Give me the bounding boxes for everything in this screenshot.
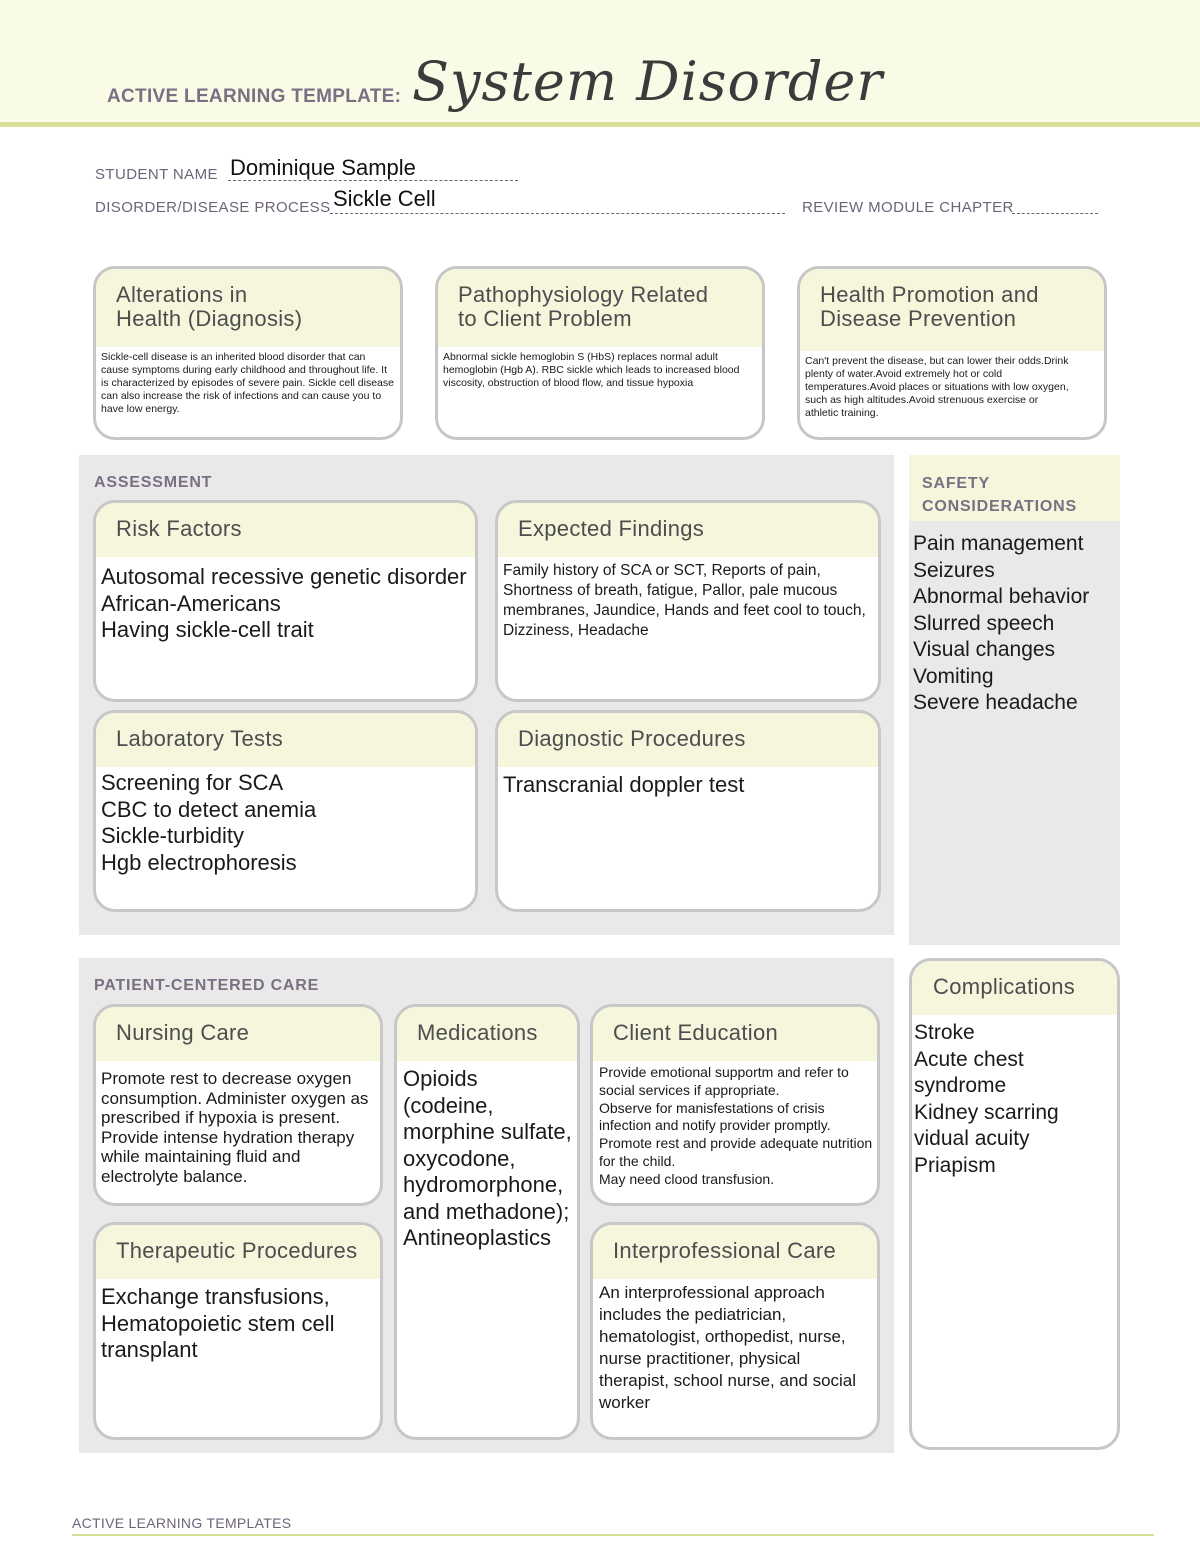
diagnostic-procedures-text[interactable]: Transcranial doppler test (503, 772, 745, 797)
student-name-line (228, 180, 518, 181)
expected-findings-box (495, 500, 881, 702)
alterations-text[interactable]: Sickle-cell disease is an inherited blood disorder that can cause symptoms during early childhood and throughout life. It is characterized by episodes of severe pain. Sickle cell disease can also increase the risk of infections and can cause you to have low energy. (101, 351, 394, 415)
therapeutic-procedures-title: Therapeutic Procedures (96, 1225, 380, 1279)
module-chapter-label: REVIEW MODULE CHAPTER (802, 199, 1014, 216)
risk-factors-box (93, 500, 478, 702)
module-chapter-line[interactable] (1012, 213, 1098, 214)
expected-findings-text[interactable]: Family history of SCA or SCT, Reports of pain, Shortness of breath, fatigue, Pallor, pale mucous membranes, Jaundice, Hands and feet cool to touch, Dizziness, Headache (503, 562, 866, 639)
client-education-box (590, 1004, 880, 1206)
safety-label: SAFETY CONSIDERATIONS (922, 475, 1077, 515)
laboratory-tests-title: Laboratory Tests (96, 713, 475, 767)
therapeutic-procedures-box (93, 1222, 383, 1440)
template-title: System Disorder (412, 50, 884, 113)
student-name-label: STUDENT NAME (95, 166, 218, 183)
nursing-care-text[interactable]: Promote rest to decrease oxygen consumption. Administer oxygen as prescribed if hypoxia is present. Provide intense hydration therapy while maintaining fluid and electrolyte balance. (101, 1069, 369, 1186)
client-education-title: Client Education (593, 1007, 877, 1061)
student-name-value[interactable]: Dominique Sample (230, 155, 416, 180)
laboratory-tests-text[interactable]: Screening for SCA CBC to detect anemia Sickle-turbidity Hgb electrophoresis (101, 770, 317, 875)
interprofessional-care-box (590, 1222, 880, 1440)
alterations-box (93, 266, 403, 440)
footer-text: ACTIVE LEARNING TEMPLATES (72, 1515, 292, 1531)
disorder-line (330, 213, 785, 214)
client-education-text[interactable]: Provide emotional supportm and refer to social services if appropriate. Observe for manisfestations of crisis infection and notify provider promptly. Promote rest and provide adequate nutrition for the child. May need clood transfusion. (599, 1064, 873, 1187)
template-label: ACTIVE LEARNING TEMPLATE: (107, 86, 402, 107)
alterations-title: Alterations in Health (Diagnosis) (96, 269, 400, 347)
patient-care-label: PATIENT-CENTERED CARE (94, 977, 320, 994)
complications-title: Complications (912, 961, 1117, 1015)
health-promotion-text[interactable]: Can't prevent the disease, but can lower their odds.Drink plenty of water.Avoid extremely hot or cold temperatures.Avoid places or situations with low oxygen, such as high altitudes.Avoid strenuous exercise or athletic training. (805, 355, 1069, 419)
nursing-care-box (93, 1004, 383, 1206)
nursing-care-title: Nursing Care (96, 1007, 380, 1061)
pathophysiology-box (435, 266, 765, 440)
pathophysiology-title: Pathophysiology Related to Client Problem (438, 269, 762, 347)
footer-line (72, 1534, 1154, 1536)
complications-box (909, 958, 1120, 1450)
diagnostic-procedures-title: Diagnostic Procedures (498, 713, 878, 767)
interprofessional-care-text[interactable]: An interprofessional approach includes the pediatrician, hematologist, orthopedist, nurse, nurse practitioner, physical therapist, school nurse, and social worker (599, 1283, 857, 1412)
risk-factors-title: Risk Factors (96, 503, 475, 557)
laboratory-tests-box (93, 710, 478, 912)
medications-text[interactable]: Opioids (codeine, morphine sulfate, oxycodone, hydromorphone, and methadone); Antineoplastics (403, 1066, 572, 1250)
therapeutic-procedures-text[interactable]: Exchange transfusions, Hematopoietic stem cell transplant (101, 1284, 335, 1362)
interprofessional-care-title: Interprofessional Care (593, 1225, 877, 1279)
header-divider (0, 122, 1200, 127)
pathophysiology-text[interactable]: Abnormal sickle hemoglobin S (HbS) replaces normal adult hemoglobin (Hgb A). RBC sickle which leads to increased blood viscosity, obstruction of blood flow, and tissue hypoxia (443, 351, 740, 389)
diagnostic-procedures-box (495, 710, 881, 912)
disorder-label: DISORDER/DISEASE PROCESS (95, 199, 331, 216)
health-promotion-title: Health Promotion and Disease Prevention (800, 269, 1104, 351)
assessment-label: ASSESSMENT (94, 474, 213, 491)
medications-box (394, 1004, 580, 1440)
health-promotion-box (797, 266, 1107, 440)
safety-list[interactable]: Pain management Seizures Abnormal behavior Slurred speech Visual changes Vomiting Severe headache (913, 532, 1090, 714)
complications-text[interactable]: Stroke Acute chest syndrome Kidney scarring vidual acuity Priapism (914, 1021, 1059, 1177)
risk-factors-text[interactable]: Autosomal recessive genetic disorder African-Americans Having sickle-cell trait (101, 564, 467, 642)
expected-findings-title: Expected Findings (498, 503, 878, 557)
disorder-value[interactable]: Sickle Cell (333, 186, 436, 211)
medications-title: Medications (397, 1007, 577, 1061)
